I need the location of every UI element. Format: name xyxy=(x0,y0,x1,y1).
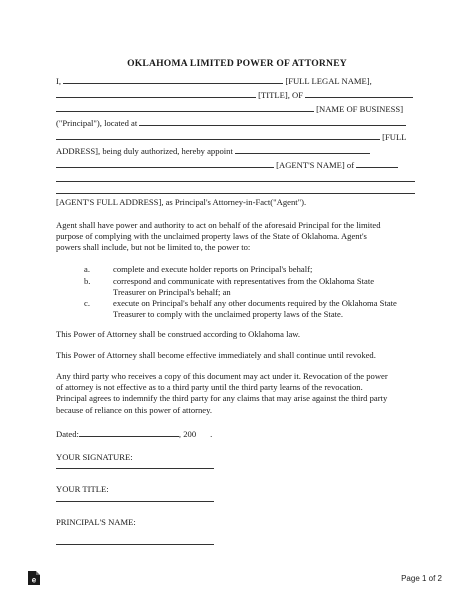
your-title-line[interactable] xyxy=(56,501,214,502)
line4-prefix: ("Principal"), located at xyxy=(56,118,138,128)
agent-name-blank[interactable] xyxy=(56,159,274,168)
construed-paragraph: This Power of Attorney shall be construed according to Oklahoma law. xyxy=(56,329,301,339)
line2-suffix: [TITLE], OF xyxy=(258,90,304,100)
paragraph-line: Principal agrees to indemnify the third party for any claims that may arise against the third party xyxy=(56,393,388,404)
paragraph-line: purpose of complying with the unclaimed property laws of the State of Oklahoma. Agent's xyxy=(56,231,367,242)
list-letter-b: b. xyxy=(84,276,91,286)
list-letter-c: c. xyxy=(84,298,90,308)
paragraph-line: because of reliance on this power of attorney. xyxy=(56,404,212,415)
line1-prefix: I, xyxy=(56,76,62,86)
form-line-legal-name xyxy=(56,75,372,87)
principal-name-line[interactable] xyxy=(56,544,214,545)
appointee-blank[interactable] xyxy=(235,145,370,154)
date-blank[interactable] xyxy=(79,428,179,437)
paragraph-line: of attorney is not effective as to a third party until the third party learns of the revocation. xyxy=(56,382,363,393)
line6-prefix: ADDRESS], being duly authorized, hereby appoint xyxy=(56,146,233,156)
svg-text:e: e xyxy=(31,575,37,585)
list-item-line: Treasurer to comply with the unclaimed property laws of the State. xyxy=(113,309,343,319)
signature-label: YOUR SIGNATURE: xyxy=(56,452,133,462)
list-item-c xyxy=(113,298,397,320)
paragraph-line: Any third party who receives a copy of this document may act under it. Revocation of the power xyxy=(56,371,388,381)
form-line-title xyxy=(56,89,413,101)
form-line-address xyxy=(56,131,407,143)
document-title: OKLAHOMA LIMITED POWER OF ATTORNEY xyxy=(127,58,347,69)
title-blank[interactable] xyxy=(56,89,256,98)
effective-paragraph: This Power of Attorney shall become effective immediately and shall continue until revoked. xyxy=(56,350,376,360)
list-item-line: Treasurer on Principal's behalf; an xyxy=(113,287,231,297)
principal-name-label: PRINCIPAL'S NAME: xyxy=(56,517,136,527)
location-blank[interactable] xyxy=(139,117,406,126)
dated-end: . xyxy=(210,429,213,439)
form-line-located xyxy=(56,117,406,129)
agent-power-paragraph xyxy=(56,220,436,254)
agent-address-line-1[interactable] xyxy=(56,181,415,182)
list-item-line: correspond and communicate with representatives from the Oklahoma State xyxy=(113,276,375,286)
document-logo-icon xyxy=(28,571,40,585)
form-line-agent-name xyxy=(56,159,398,171)
business-name-blank[interactable] xyxy=(56,103,314,112)
your-title-label: YOUR TITLE: xyxy=(56,484,109,494)
paragraph-line: Agent shall have power and authority to act on behalf of the aforesaid Principal for the limited xyxy=(56,220,381,230)
list-item-line: complete and execute holder reports on Principal's behalf; xyxy=(113,264,313,274)
of-blank[interactable] xyxy=(305,89,413,98)
dated-label: Dated: xyxy=(56,429,79,439)
form-line-appoint xyxy=(56,145,370,157)
signature-line[interactable] xyxy=(56,468,214,469)
dated-line xyxy=(56,428,212,440)
line7-mid: [AGENT'S NAME] of xyxy=(276,160,355,170)
address-blank[interactable] xyxy=(56,131,380,140)
agent-of-blank[interactable] xyxy=(356,159,398,168)
list-item-b xyxy=(113,276,374,298)
line3-suffix: [NAME OF BUSINESS] xyxy=(316,104,404,114)
third-party-paragraph xyxy=(56,371,446,416)
full-legal-name-blank[interactable] xyxy=(63,75,283,84)
form-line-agent-address: [AGENT'S FULL ADDRESS], as Principal's Attorney-in-Fact("Agent"). xyxy=(56,197,307,207)
line1-suffix: [FULL LEGAL NAME], xyxy=(285,76,372,86)
paragraph-line: powers shall include, but not be limited to, the power to: xyxy=(56,242,251,253)
list-letter-a: a. xyxy=(84,264,90,274)
list-item-a xyxy=(113,264,312,275)
page-number: Page 1 of 2 xyxy=(401,574,442,583)
year-digit-blank[interactable] xyxy=(196,429,213,439)
agent-address-line-2[interactable] xyxy=(56,193,415,194)
list-item-line: execute on Principal's behalf any other documents required by the Oklahoma State xyxy=(113,298,397,308)
line5-suffix: [FULL xyxy=(382,132,407,142)
dated-year: , 200 xyxy=(178,429,197,439)
form-line-business xyxy=(56,103,403,115)
